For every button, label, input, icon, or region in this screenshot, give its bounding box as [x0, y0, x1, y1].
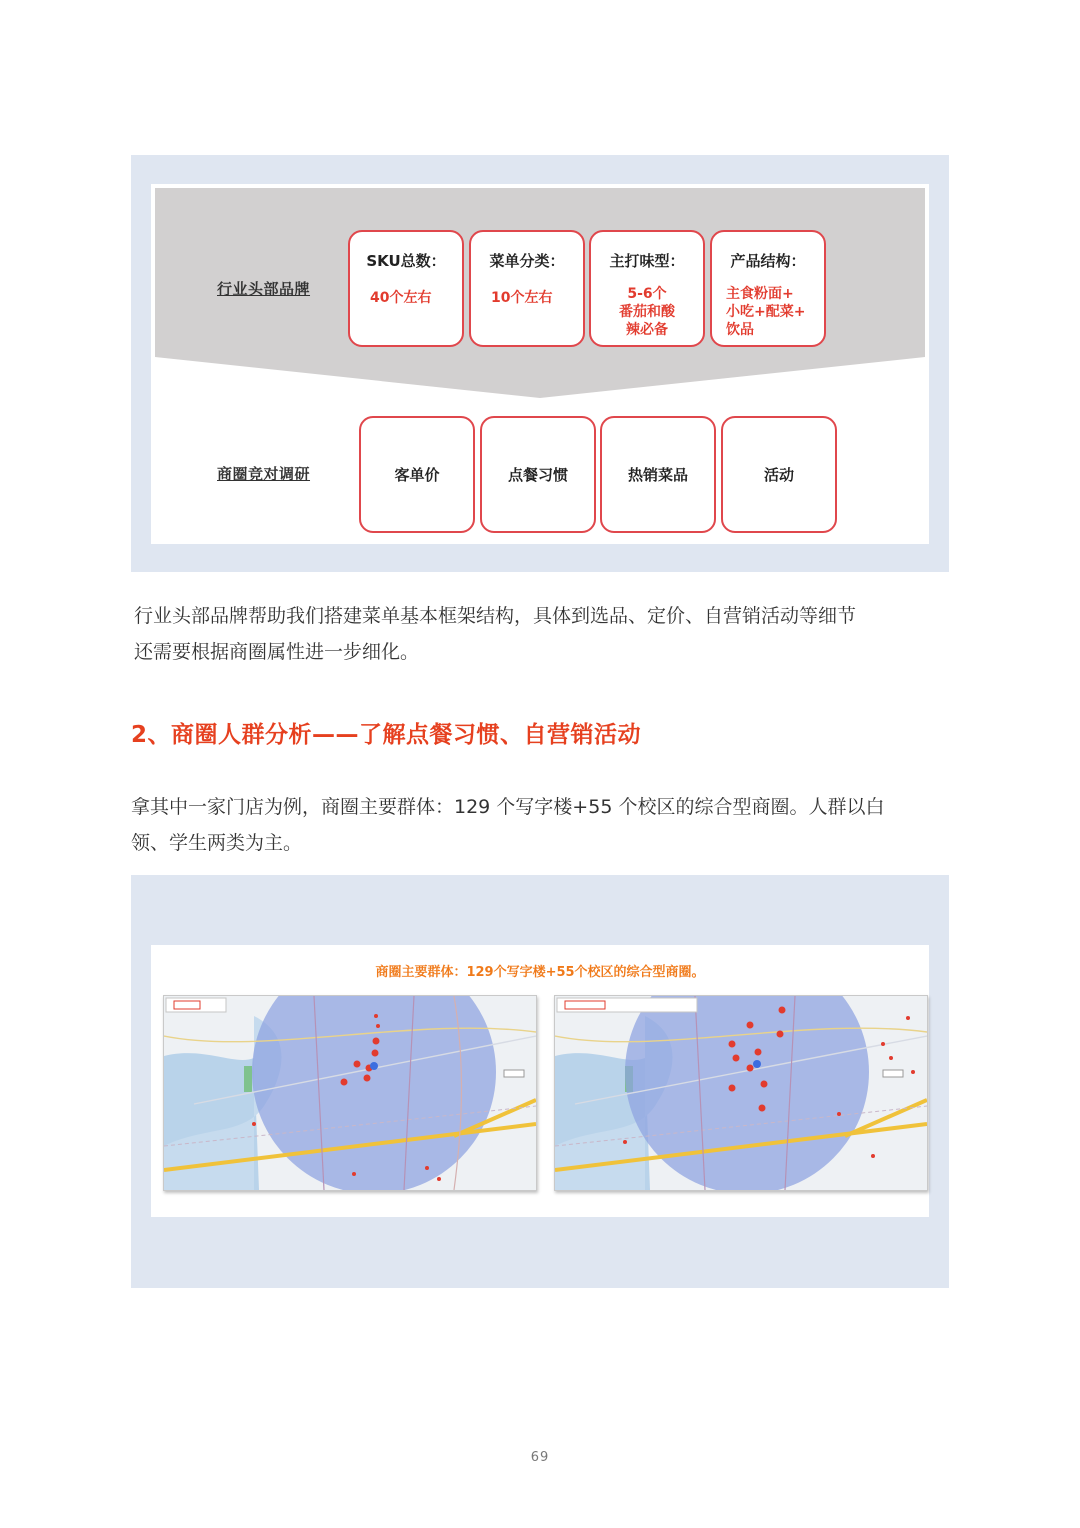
card-title: SKU总数：	[366, 252, 446, 270]
page-number: 69	[530, 1450, 550, 1465]
map-panel	[131, 875, 949, 1288]
card-label: 点餐习惯	[507, 466, 568, 484]
card-title: 产品结构：	[730, 252, 806, 270]
card-value: 40个左右	[370, 290, 432, 306]
paragraph-1	[134, 598, 954, 670]
map-figure-title: 商圈主要群体：129个写字楼+55个校区的综合型商圈。	[375, 965, 705, 980]
card-avg-order	[359, 416, 475, 533]
card-title: 菜单分类：	[489, 252, 565, 270]
card-hot-dishes	[600, 416, 716, 533]
top-row-label: 行业头部品牌	[217, 280, 311, 298]
card-ordering-habit	[480, 416, 596, 533]
paragraph-2-line-2: 领、学生两类为主。	[131, 832, 303, 854]
map-left-graphic	[164, 996, 536, 1190]
map-right	[554, 995, 928, 1191]
card-label: 客单价	[394, 466, 440, 484]
card-label: 热销菜品	[627, 466, 688, 484]
paragraph-2-line-1: 拿其中一家门店为例，商圈主要群体：129 个写字楼+55 个校区的综合型商圈。人群以白	[131, 796, 885, 818]
map-left	[163, 995, 537, 1191]
card-flavor	[589, 230, 705, 347]
card-value: 5-6个 番茄和酸 辣必备	[619, 286, 675, 338]
card-value: 主食粉面+ 小吃+配菜+ 饮品	[726, 286, 806, 338]
paragraph-1-line-2: 还需要根据商圈属性进一步细化。	[134, 641, 420, 663]
card-promotion	[721, 416, 837, 533]
paragraph-1-line-1: 行业头部品牌帮助我们搭建菜单基本框架结构，具体到选品、定价、自营销活动等细节	[134, 605, 857, 627]
card-value: 10个左右	[491, 290, 553, 306]
map-figure	[151, 945, 929, 1217]
card-title: 主打味型：	[609, 252, 685, 270]
section-heading: 2、商圈人群分析——了解点餐习惯、自营销活动	[131, 722, 642, 748]
map-right-graphic	[555, 996, 927, 1190]
card-label: 活动	[763, 466, 794, 484]
paragraph-2	[131, 789, 951, 861]
bottom-row-label: 商圈竞对调研	[217, 465, 311, 483]
diagram-panel	[131, 155, 949, 572]
card-menu-category	[469, 230, 585, 347]
diagram-canvas	[151, 184, 929, 544]
card-sku-total	[348, 230, 464, 347]
card-product-structure	[710, 230, 826, 347]
